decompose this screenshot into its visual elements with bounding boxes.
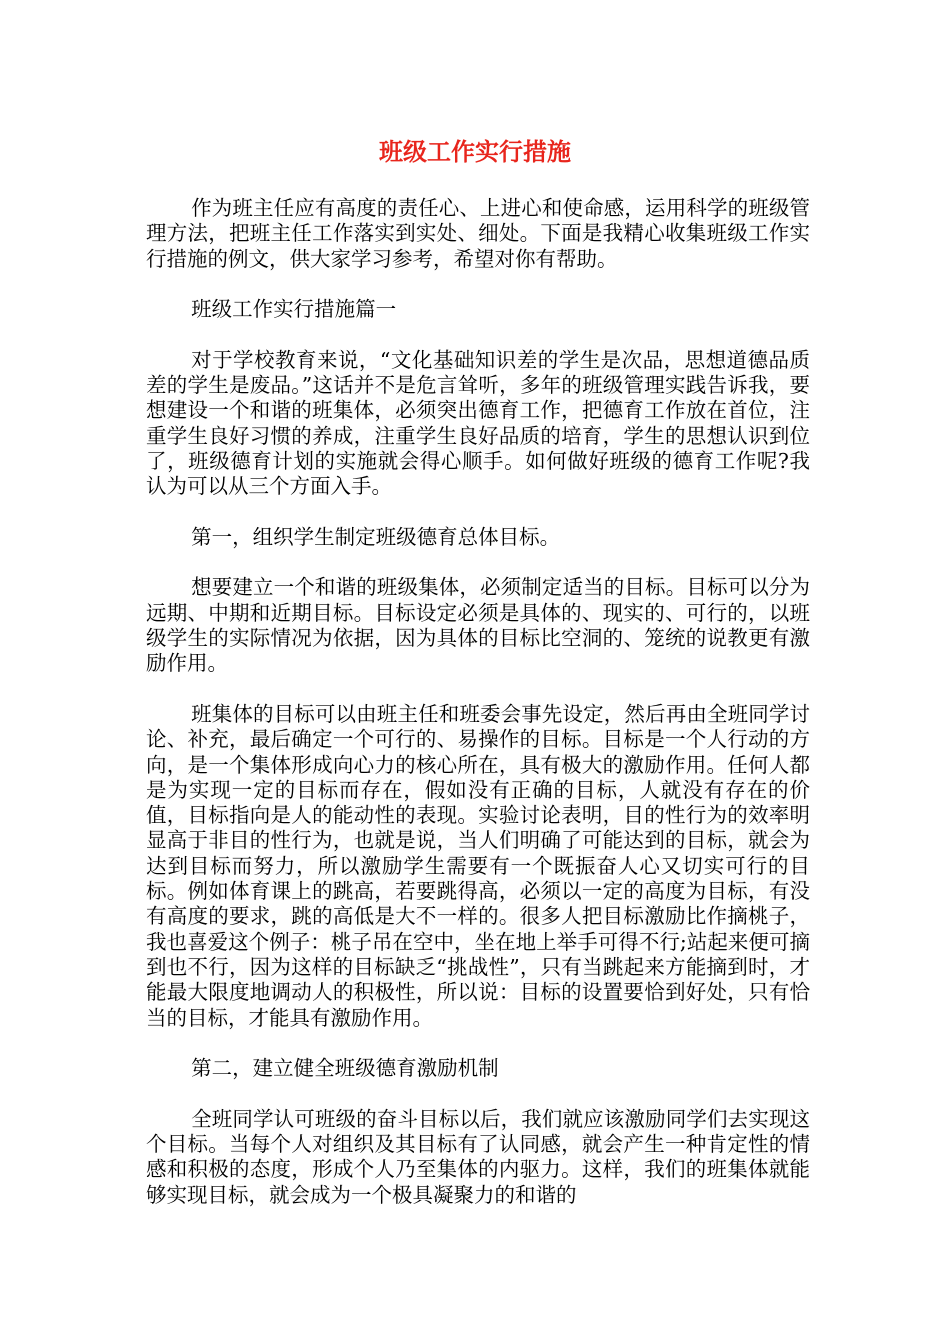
body-paragraph: 全班同学认可班级的奋斗目标以后，我们就应该激励同学们去实现这个目标。当每个人对组织及其目标有了认同感，就会产生一种肯定性的情感和积极的态度，形成个人乃至集体的内驱力。这样，我们的班集体就能够实现目标，就会成为一个极具凝聚力的和谐的 <box>146 1106 810 1207</box>
body-paragraph: 班集体的目标可以由班主任和班委会事先设定，然后再由全班同学讨论、补充，最后确定一个可行的、易操作的目标。目标是一个人行动的方向，是一个集体形成向心力的核心所在，具有极大的激励作用。任何人都是为实现一定的目标而存在，假如没有正确的目标，人就没有存在的价值，目标指向是人的能动性的表现。实验讨论表明，目的性行为的效率明显高于非目的性行为，也就是说，当人们明确了可能达到的目标，就会为达到目标而努力，所以激励学生需要有一个既振奋人心又切实可行的目标。例如体育课上的跳高，若要跳得高，必须以一定的高度为目标，有没有高度的要求，跳的高低是大不一样的。很多人把目标激励比作摘桃子，我也喜爱这个例子：桃子吊在空中，坐在地上举手可得不行;站起来便可摘到也不行，因为这样的目标缺乏“挑战性”，只有当跳起来方能摘到时，才能最大限度地调动人的积极性，所以说：目标的设置要恰到好处，只有恰当的目标，才能具有激励作用。 <box>146 701 810 1030</box>
document-title: 班级工作实行措施 <box>379 138 571 166</box>
body-paragraph: 想要建立一个和谐的班级集体，必须制定适当的目标。目标可以分为远期、中期和近期目标。目标设定必须是具体的、现实的、可行的，以班级学生的实际情况为依据，因为具体的目标比空洞的、笼统的说教更有激励作用。 <box>146 575 810 676</box>
subsection-heading: 第一，组织学生制定班级德育总体目标。 <box>191 524 561 549</box>
body-paragraph: 对于学校教育来说，“文化基础知识差的学生是次品，思想道德品质差的学生是废品。”这话并不是危言耸听，多年的班级管理实践告诉我，要想建设一个和谐的班集体，必须突出德育工作，把德育工作放在首位，注重学生良好习惯的养成，注重学生良好品质的培育，学生的思想认识到位了，班级德育计划的实施就会得心顺手。如何做好班级的德育工作呢?我认为可以从三个方面入手。 <box>146 347 810 499</box>
document-body <box>146 196 810 1233</box>
section-heading: 班级工作实行措施篇一 <box>191 297 397 322</box>
subsection-heading: 第二，建立健全班级德育激励机制 <box>191 1056 499 1081</box>
intro-paragraph: 作为班主任应有高度的责任心、上进心和使命感，运用科学的班级管理方法，把班主任工作落实到实处、细处。下面是我精心收集班级工作实行措施的例文，供大家学习参考，希望对你有帮助。 <box>146 196 810 271</box>
